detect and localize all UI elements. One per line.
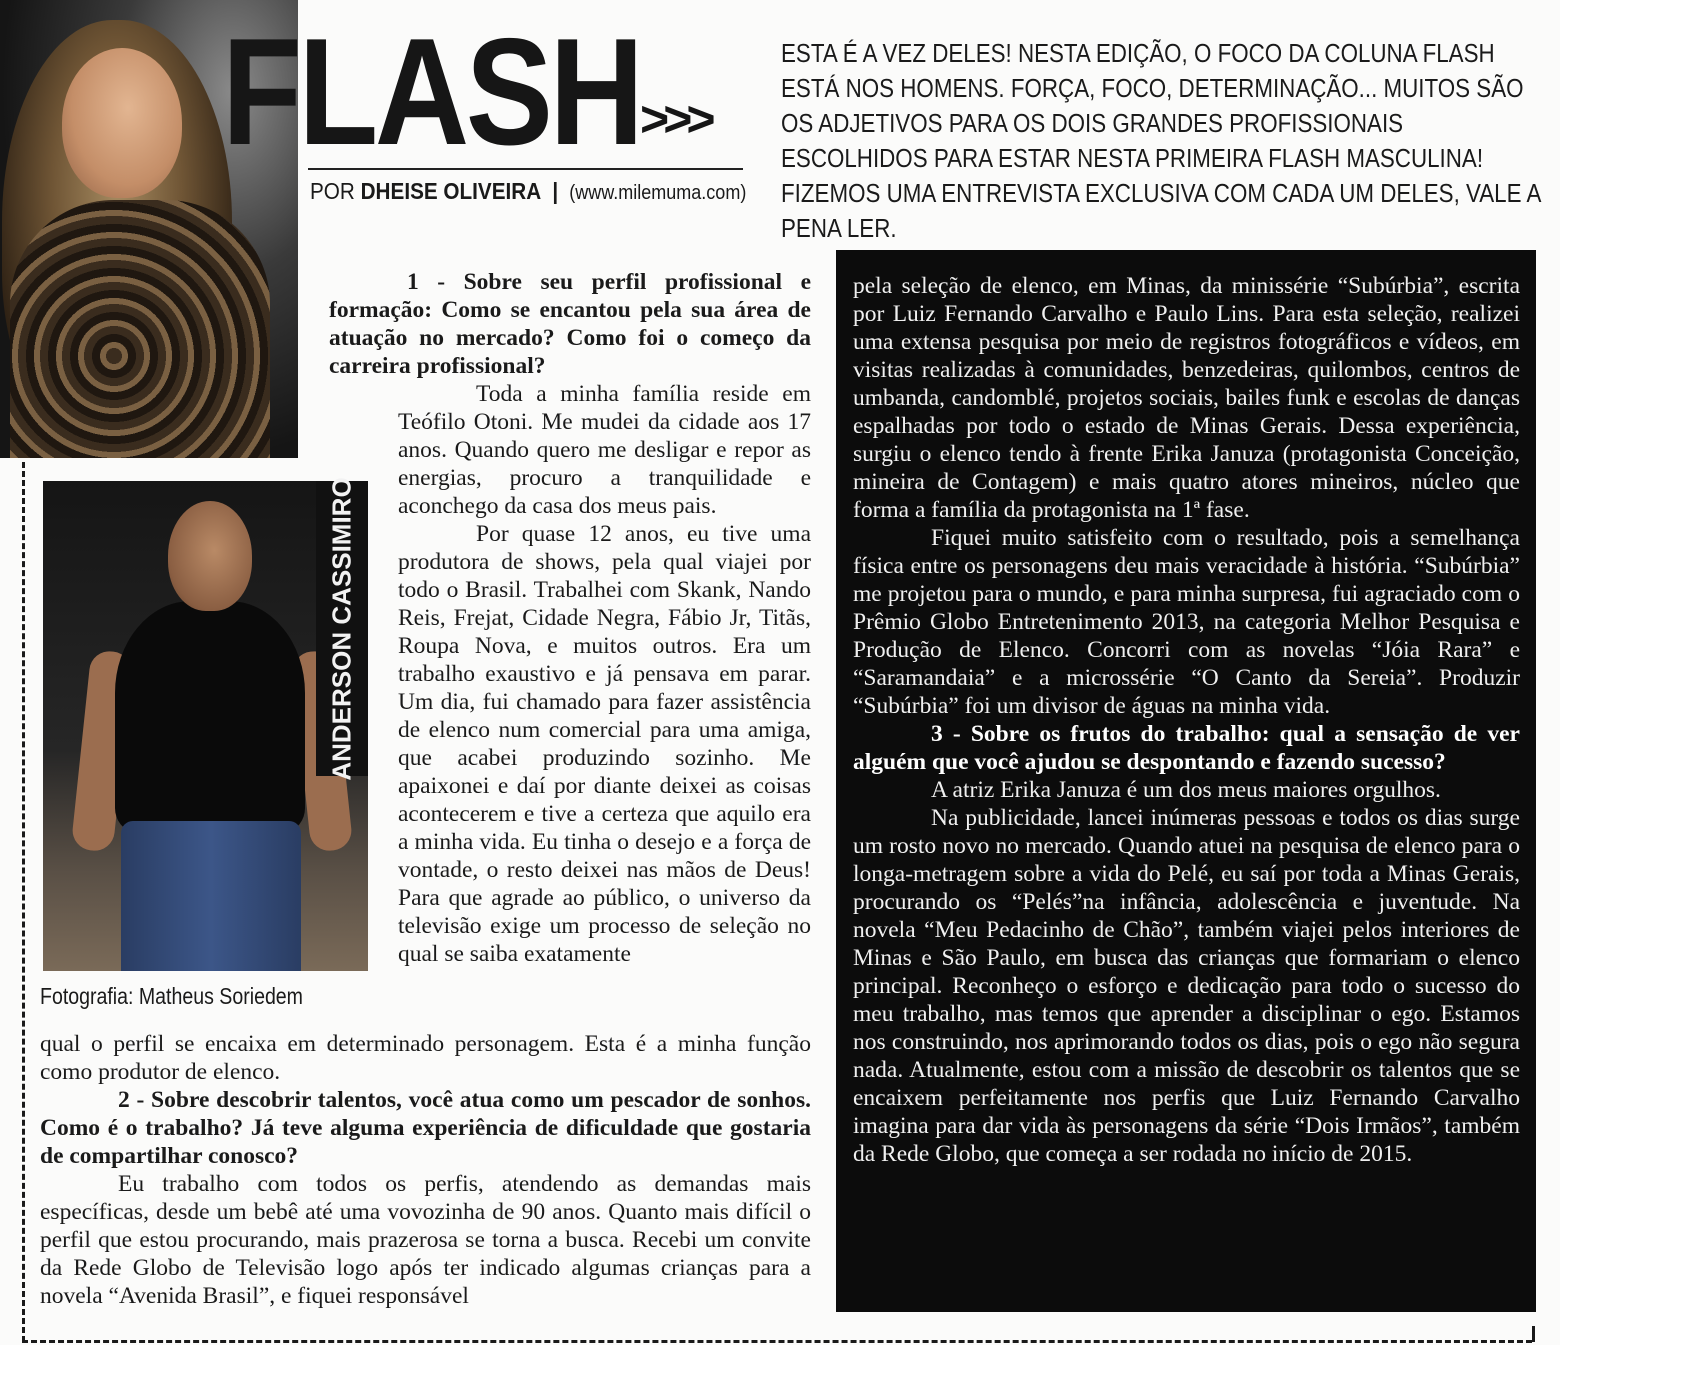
title-arrows: >>> <box>640 91 710 147</box>
left-bottom-block <box>40 1030 811 1310</box>
photo-credit: Fotografia: Matheus Soriedem <box>40 983 303 1009</box>
intro-text: ESTA É A VEZ DELES! NESTA EDIÇÃO, O FOCO DA COLUNA FLASH ESTÁ NOS HOMENS. FORÇA, FOCO, DETERMINAÇÃO... MUITOS SÃO OS ADJETIVOS PARA OS DOIS GRANDES PROFISSIONAIS ESCOLHIDOS PARA ESTAR NESTA PRIMEIRA FLASH MASCULINA! FIZEMOS UMA ENTREVISTA EXCLUSIVA COM CADA UM DELES, VALE A PENA LER. <box>781 38 1541 243</box>
answer-2-paragraph-1: Eu trabalho com todos os perfis, atendendo as demandas mais específicas, desde um bebê até uma vovozinha de 90 anos. Quanto mais difícil o perfil que estou procurando, mais prazerosa se torna a busca. Recebi um convite da Rede Globo de Televisão logo após ter indicado algumas crianças para a novela “Avenida Brasil”, e fiquei responsável <box>40 1171 811 1309</box>
black-column-text <box>853 272 1520 1168</box>
answer-1-block <box>398 380 811 968</box>
answer-1-paragraph-2-end: qual o perfil se encaixa em determinado personagem. Esta é a minha função como produtor de elenco. <box>40 1031 811 1085</box>
question-3: 3 - Sobre os frutos do trabalho: qual a sensação de ver alguém que você ajudou se despontando e fazendo sucesso? <box>853 721 1520 775</box>
answer-2-paragraph-2: Fiquei muito satisfeito com o resultado, pois a semelhança física entre os personagens deu mais veracidade à história. “Subúrbia” me projetou para o mundo, e para minha surpresa, fui agraciado com o Prêmio Globo Entretenimento 2013, na categoria Melhor Pesquisa e Produção de Elenco. Concorri com as novelas “Jóia Rara” e “Saramandaia” e a microssérie “O Canto da Sereia”. Produzir “Subúrbia” foi um divisor de águas na minha vida. <box>853 525 1520 719</box>
question-1: 1 - Sobre seu perfil profissional e formação: Como se encantou pela sua área de atuação no mercado? Como foi o começo da carreira profissional? <box>329 269 811 379</box>
photo-name-text: ANDERSON CASSIMIRO <box>326 476 357 781</box>
byline-author: DHEISE OLIVEIRA <box>360 178 542 204</box>
answer-3-paragraph-1: A atriz Erika Januza é um dos meus maiores orgulhos. <box>931 777 1441 803</box>
answer-2-paragraph-1-cont: pela seleção de elenco, em Minas, da minissérie “Subúrbia”, escrita por Luiz Fernando Carvalho e Paulo Lins. Para esta seleção, realizei uma extensa pesquisa por meio de registros fotográficos e vídeos, em visitas realizadas à comunidades, benzedeiras, quilombos, centros de umbanda, candomblé, projetos sociais, bailes funk e escolas de danças espalhadas por todo o estado de Minas Gerais. Dessa experiência, surgiu o elenco tendo à frente Erika Januza (protagonista Conceição, mineira de Contagem) e mais quatro atores mineiros, núcleo que forma a família da protagonista na 1ª fase. <box>853 273 1520 523</box>
photo-name-label <box>316 476 368 781</box>
question-2: 2 - Sobre descobrir talentos, você atua como um pescador de sonhos. Como é o trabalho? Já teve alguma experiência de dificuldade que gostaria de compartilhar conosco? <box>40 1087 811 1169</box>
question-1-block <box>329 268 811 380</box>
dashed-frame-right <box>1532 1326 1535 1342</box>
answer-1-paragraph-2: Por quase 12 anos, eu tive uma produtora de shows, pela qual viajei por todo o Brasil. Trabalhei com Skank, Nando Reis, Frejat, Cidade Negra, Fábio Jr, Titãs, Roupa Nova, e muitos outros. Era um trabalho exaustivo e já pensava em parar. Um dia, fui chamado para fazer assistência de elenco num comercial para uma amiga, que acabei produzindo sozinho. Me apaixonei e daí por diante deixei as coisas acontecerem e tive a certeza que aquilo era a minha vida. Eu tinha o desejo e a força de vontade, o resto deixei nas mãos de Deus! Para que agrade ao público, o universo da televisão exige um processo de seleção no qual se saiba exatamente <box>398 521 811 967</box>
byline <box>310 178 746 205</box>
dashed-frame-bottom <box>22 1340 1532 1343</box>
answer-1-paragraph-1: Toda a minha família reside em Teófilo Otoni. Me mudei da cidade aos 17 anos. Quando quero me desligar e repor as energias, procuro a tranquilidade e aconchego da casa dos meus pais. <box>398 381 811 519</box>
byline-url: (www.milemuma.com) <box>569 182 747 204</box>
answer-3-paragraph-2: Na publicidade, lancei inúmeras pessoas e todos os dias surge um rosto novo no mercado. Quando atuei na pesquisa de elenco para o longa-metragem sobre a vida do Pelé, eu saí por toda a Minas Gerais, procurando os “Pelés”na infância, adolescência e juventude. Na novela “Meu Pedacinho de Chão”, também viajei pelos interiores de Minas e São Paulo, em busca das crianças que formariam o elenco principal. Reconheço o esforço e dedicação para todo o sucesso do meu trabalho, mas temos que aprender a disciplinar o ego. Estamos nos construindo, nos aprimorando todos os dias, pois o ego não segura nada. Atualmente, estou com a missão de descobrir os talentos que se encaixem perfeitamente nos perfis que Luiz Fernando Carvalho imagina para dar vida às personagens da série “Dois Irmãos”, também da Rede Globo, que começa a ser rodada no início de 2015. <box>853 805 1520 1167</box>
dashed-frame-left <box>22 462 25 1342</box>
column-title: FLASH <box>222 7 641 177</box>
byline-separator: | <box>552 178 559 204</box>
byline-por: POR <box>310 178 355 204</box>
byline-rule <box>308 168 743 170</box>
